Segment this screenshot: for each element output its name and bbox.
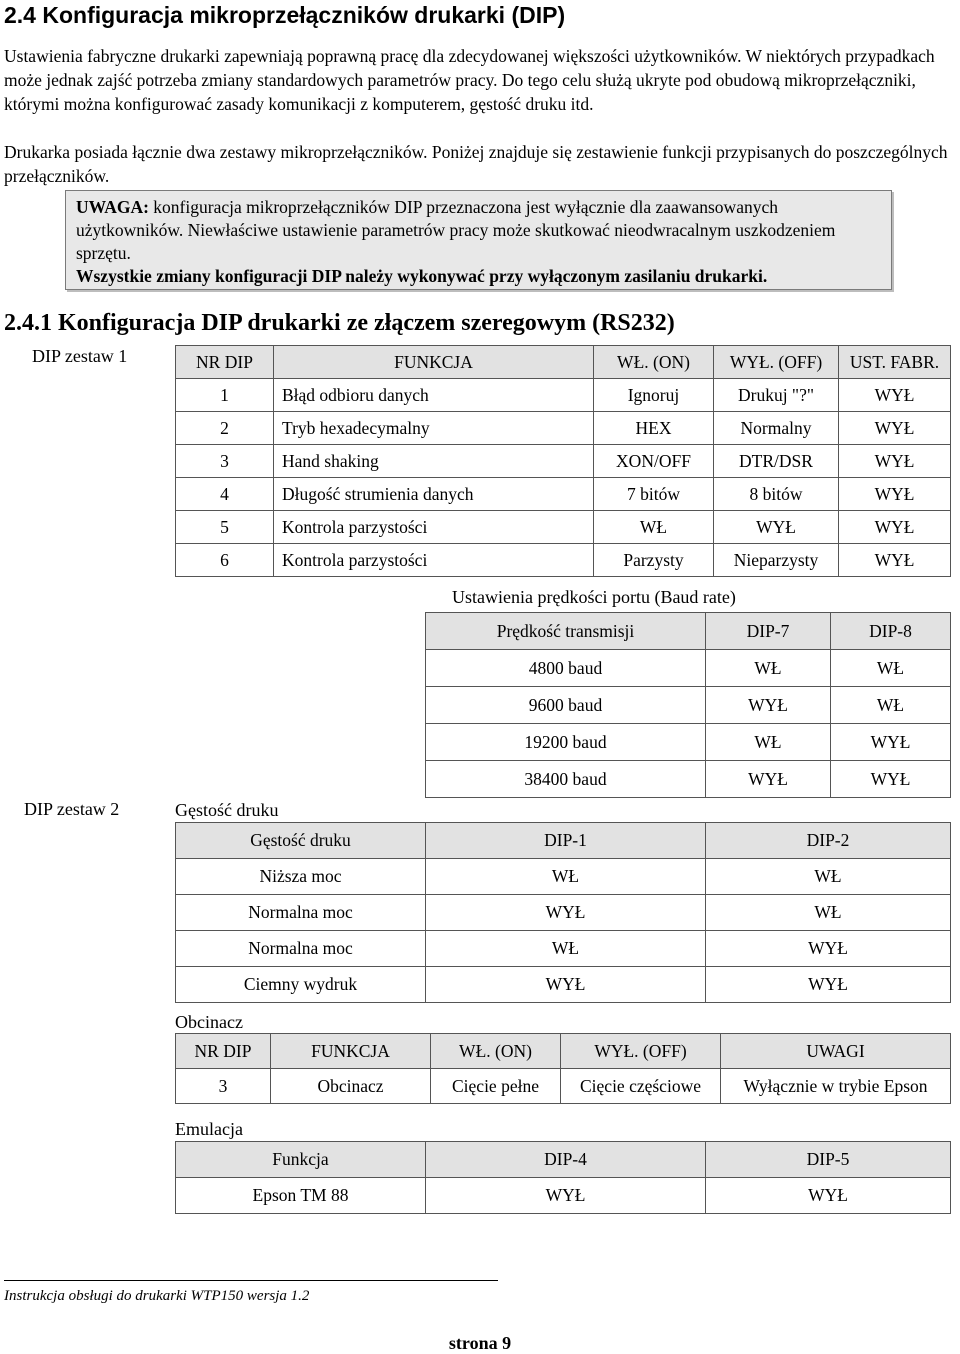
table-row [176,859,951,895]
table-cell: Cięcie częściowe [561,1069,721,1104]
table-cell: Niższa moc [176,859,426,895]
table-cell: WYŁ [831,724,951,761]
table-cell: WŁ [426,931,706,967]
table-cell: WYŁ [426,895,706,931]
table-cell: WYŁ [706,687,831,724]
emulation-table [175,1141,951,1214]
table-cell: WYŁ [706,761,831,798]
column-header: UWAGI [721,1034,951,1069]
table-row [176,931,951,967]
table-cell: 6 [176,544,274,577]
table-cell: WŁ [831,650,951,687]
table-row [176,544,951,577]
column-header: DIP-4 [426,1142,706,1178]
baud-rate-table [425,612,951,798]
table-cell: XON/OFF [594,445,714,478]
cutter-table [175,1033,951,1104]
footer-text: Instrukcja obsługi do drukarki WTP150 wersja 1.2 [4,1288,310,1304]
column-header: WYŁ. (OFF) [714,346,839,379]
table-cell: WŁ [706,650,831,687]
table-row [426,650,951,687]
warning-text: konfiguracja mikroprzełączników DIP przeznaczona jest wyłącznie dla zaawansowanych użytkowników. Niewłaściwe ustawienie parametrów pracy może skutkować nieodwracalnym uszkodzeniem sprzętu. [76,197,836,263]
table-header-row [426,613,951,650]
table-cell: 3 [176,445,274,478]
column-header: NR DIP [176,1034,271,1069]
column-header: FUNKCJA [271,1034,431,1069]
column-header: DIP-2 [706,823,951,859]
column-header: DIP-1 [426,823,706,859]
table-row [176,1069,951,1104]
table-cell: WYŁ [831,761,951,798]
column-header: NR DIP [176,346,274,379]
table-header-row [176,1034,951,1069]
dip-set-1-label: DIP zestaw 1 [32,346,128,366]
table-cell: WYŁ [706,931,951,967]
table-row [426,761,951,798]
table-cell: 7 bitów [594,478,714,511]
table-cell: Długość strumienia danych [274,478,594,511]
table-cell: WYŁ [839,478,951,511]
table-cell: WŁ [594,511,714,544]
table-cell: WYŁ [839,544,951,577]
section-title: 2.4 Konfiguracja mikroprzełączników drukarki (DIP) [4,2,566,28]
column-header: WŁ. (ON) [594,346,714,379]
table-cell: WŁ [706,724,831,761]
table-row [426,687,951,724]
cutter-caption: Obcinacz [175,1012,243,1032]
table-cell: Błąd odbioru danych [274,379,594,412]
column-header: DIP-7 [706,613,831,650]
table-cell: Cięcie pełne [431,1069,561,1104]
column-header: WŁ. (ON) [431,1034,561,1069]
table-cell: Drukuj "?" [714,379,839,412]
table-header-row [176,1142,951,1178]
table-cell: Ignoruj [594,379,714,412]
table-cell: 4800 baud [426,650,706,687]
table-row [176,478,951,511]
table-row [176,967,951,1003]
table-cell: Normalna moc [176,931,426,967]
column-header: FUNKCJA [274,346,594,379]
table-cell: WYŁ [839,445,951,478]
table-cell: WŁ [706,859,951,895]
density-caption: Gęstość druku [175,800,279,820]
table-row [426,724,951,761]
table-cell: Parzysty [594,544,714,577]
column-header: Gęstość druku [176,823,426,859]
table-row [176,412,951,445]
table-cell: Kontrola parzystości [274,511,594,544]
table-cell: Epson TM 88 [176,1178,426,1214]
table-row [176,895,951,931]
table-cell: WŁ [426,859,706,895]
dip-set-1-table [175,345,951,577]
table-cell: Hand shaking [274,445,594,478]
intro-paragraph: Ustawienia fabryczne drukarki zapewniają poprawną pracę dla zdecydowanej większości użytkowników. W niektórych przypadkach może jednak zajść potrzeba zmiany standardowych parametrów pracy. Do tego celu służą ukryte pod obudową mikroprzełączniki, którymi można konfigurować zasady komunikacji z komputerem, gęstość druku itd. [4,46,935,114]
table-header-row [176,346,951,379]
table-cell: WYŁ [426,967,706,1003]
table-cell: 1 [176,379,274,412]
table-cell: 9600 baud [426,687,706,724]
table-cell: Ciemny wydruk [176,967,426,1003]
table-cell: 5 [176,511,274,544]
table-cell: Normalna moc [176,895,426,931]
table-cell: WYŁ [839,511,951,544]
warning-label: UWAGA: [76,197,149,217]
print-density-table [175,822,951,1003]
table-row [176,1178,951,1214]
table-cell: 38400 baud [426,761,706,798]
table-cell: WYŁ [706,967,951,1003]
table-cell: Normalny [714,412,839,445]
table-cell: HEX [594,412,714,445]
table-cell: WŁ [831,687,951,724]
table-cell: Kontrola parzystości [274,544,594,577]
column-header: Funkcja [176,1142,426,1178]
warning-bold-line: Wszystkie zmiany konfiguracji DIP należy wykonywać przy wyłączonym zasilaniu drukarki. [76,266,768,286]
table-cell: WYŁ [426,1178,706,1214]
table-cell: WYŁ [839,379,951,412]
table-cell: Nieparzysty [714,544,839,577]
table-cell: 3 [176,1069,271,1104]
table-cell: WŁ [706,895,951,931]
column-header: DIP-5 [706,1142,951,1178]
table-cell: Wyłącznie w trybie Epson [721,1069,951,1104]
footer-rule [4,1280,498,1281]
subsection-title: 2.4.1 Konfiguracja DIP drukarki ze złączem szeregowym (RS232) [4,310,675,336]
table-header-row [176,823,951,859]
table-cell: Obcinacz [271,1069,431,1104]
table-cell: WYŁ [706,1178,951,1214]
column-header: Prędkość transmisji [426,613,706,650]
table-cell: 8 bitów [714,478,839,511]
table-cell: Tryb hexadecymalny [274,412,594,445]
table-cell: WYŁ [839,412,951,445]
table-cell: 4 [176,478,274,511]
table-row [176,511,951,544]
warning-box [65,190,892,290]
table-cell: DTR/DSR [714,445,839,478]
dip-set-2-label: DIP zestaw 2 [24,799,120,819]
baud-caption: Ustawienia prędkości portu (Baud rate) [452,587,736,607]
table-cell: 2 [176,412,274,445]
table-row [176,379,951,412]
column-header: UST. FABR. [839,346,951,379]
column-header: WYŁ. (OFF) [561,1034,721,1069]
emulation-caption: Emulacja [175,1119,243,1139]
sets-paragraph: Drukarka posiada łącznie dwa zestawy mikroprzełączników. Poniżej znajduje się zestawienie funkcji przypisanych do poszczególnych przełączników. [4,142,948,186]
column-header: DIP-8 [831,613,951,650]
table-cell: WYŁ [714,511,839,544]
table-row [176,445,951,478]
table-cell: 19200 baud [426,724,706,761]
page-number: strona 9 [448,1333,512,1353]
